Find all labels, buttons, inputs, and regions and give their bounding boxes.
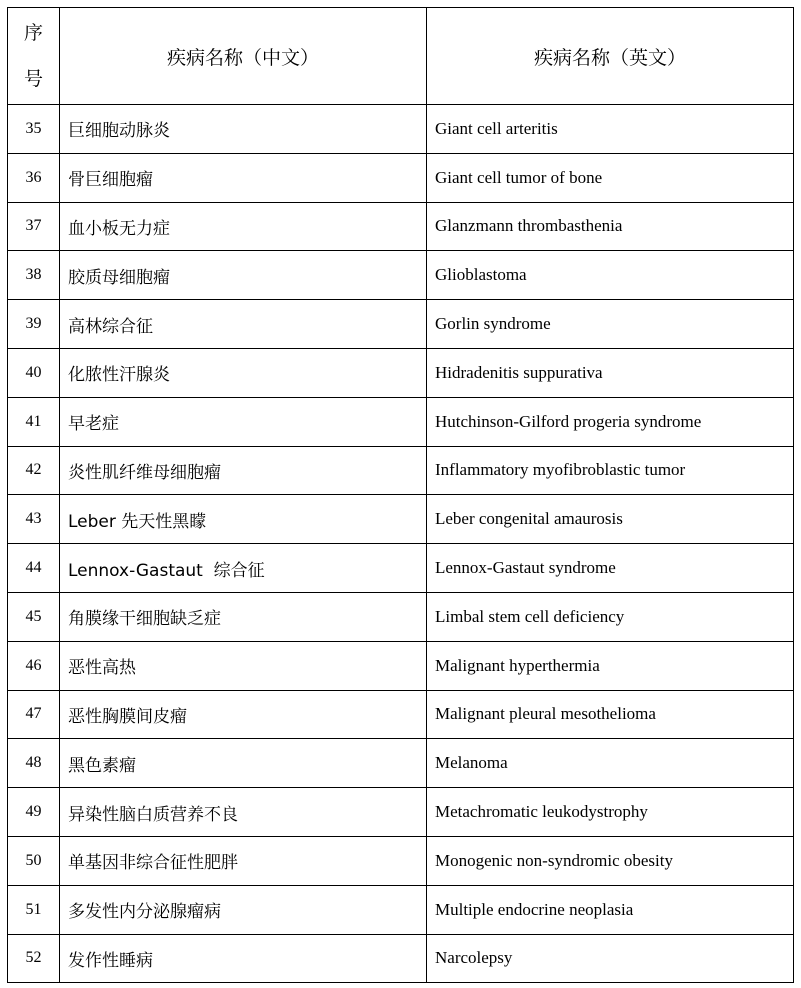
row-chinese-name: 角膜缘干细胞缺乏症 [60, 592, 427, 641]
row-english-name: Malignant hyperthermia [427, 641, 794, 690]
row-english-name: Inflammatory myofibroblastic tumor [427, 446, 794, 495]
row-english-name: Multiple endocrine neoplasia [427, 885, 794, 934]
table-row [8, 105, 794, 154]
row-chinese-name: 多发性内分泌腺瘤病 [60, 885, 427, 934]
row-number: 41 [8, 397, 60, 446]
disease-table [7, 7, 794, 983]
table-header-row [8, 8, 794, 105]
header-number-line2: 号 [23, 68, 43, 90]
row-number: 48 [8, 739, 60, 788]
row-english-name: Giant cell tumor of bone [427, 153, 794, 202]
table-row [8, 153, 794, 202]
table-row [8, 592, 794, 641]
row-number: 44 [8, 544, 60, 593]
row-chinese-name: 早老症 [60, 397, 427, 446]
row-chinese-name: Leber 先天性黑矇 [60, 495, 427, 544]
row-chinese-name: 恶性胸膜间皮瘤 [60, 690, 427, 739]
table-row [8, 690, 794, 739]
row-chinese-name: 化脓性汗腺炎 [60, 348, 427, 397]
row-number: 50 [8, 836, 60, 885]
row-chinese-name: 炎性肌纤维母细胞瘤 [60, 446, 427, 495]
row-chinese-name: 胶质母细胞瘤 [60, 251, 427, 300]
table-row [8, 885, 794, 934]
table-row [8, 446, 794, 495]
row-number: 38 [8, 251, 60, 300]
row-chinese-name: 高林综合征 [60, 300, 427, 349]
table-row [8, 251, 794, 300]
row-english-name: Hidradenitis suppurativa [427, 348, 794, 397]
row-number: 40 [8, 348, 60, 397]
table-row [8, 544, 794, 593]
row-chinese-name: 血小板无力症 [60, 202, 427, 251]
row-chinese-name: 发作性睡病 [60, 934, 427, 983]
header-number [8, 8, 60, 105]
row-number: 36 [8, 153, 60, 202]
table-row [8, 202, 794, 251]
row-english-name: Malignant pleural mesothelioma [427, 690, 794, 739]
row-number: 42 [8, 446, 60, 495]
row-english-name: Metachromatic leukodystrophy [427, 788, 794, 837]
row-number: 43 [8, 495, 60, 544]
row-english-name: Gorlin syndrome [427, 300, 794, 349]
row-number: 46 [8, 641, 60, 690]
table-row [8, 934, 794, 983]
row-chinese-name: 骨巨细胞瘤 [60, 153, 427, 202]
row-number: 52 [8, 934, 60, 983]
row-english-name: Leber congenital amaurosis [427, 495, 794, 544]
row-number: 37 [8, 202, 60, 251]
header-chinese-name: 疾病名称（中文） [60, 8, 427, 105]
row-english-name: Limbal stem cell deficiency [427, 592, 794, 641]
row-chinese-name: 巨细胞动脉炎 [60, 105, 427, 154]
row-english-name: Monogenic non-syndromic obesity [427, 836, 794, 885]
row-english-name: Glanzmann thrombasthenia [427, 202, 794, 251]
row-english-name: Lennox-Gastaut syndrome [427, 544, 794, 593]
row-english-name: Melanoma [427, 739, 794, 788]
row-chinese-name: 异染性脑白质营养不良 [60, 788, 427, 837]
row-english-name: Giant cell arteritis [427, 105, 794, 154]
row-chinese-name: Lennox-Gastaut 综合征 [60, 544, 427, 593]
row-english-name: Hutchinson-Gilford progeria syndrome [427, 397, 794, 446]
row-chinese-name: 黑色素瘤 [60, 739, 427, 788]
table-row [8, 739, 794, 788]
row-number: 45 [8, 592, 60, 641]
row-number: 47 [8, 690, 60, 739]
table-row [8, 348, 794, 397]
row-number: 35 [8, 105, 60, 154]
table-row [8, 495, 794, 544]
table-body [8, 105, 794, 983]
row-number: 51 [8, 885, 60, 934]
row-chinese-name: 单基因非综合征性肥胖 [60, 836, 427, 885]
table-row [8, 836, 794, 885]
row-english-name: Glioblastoma [427, 251, 794, 300]
row-number: 49 [8, 788, 60, 837]
row-english-name: Narcolepsy [427, 934, 794, 983]
header-english-name: 疾病名称（英文） [427, 8, 794, 105]
table-row [8, 788, 794, 837]
table-row [8, 397, 794, 446]
row-chinese-name: 恶性高热 [60, 641, 427, 690]
header-number-line1: 序 [23, 22, 43, 44]
row-number: 39 [8, 300, 60, 349]
table-row [8, 300, 794, 349]
table-row [8, 641, 794, 690]
